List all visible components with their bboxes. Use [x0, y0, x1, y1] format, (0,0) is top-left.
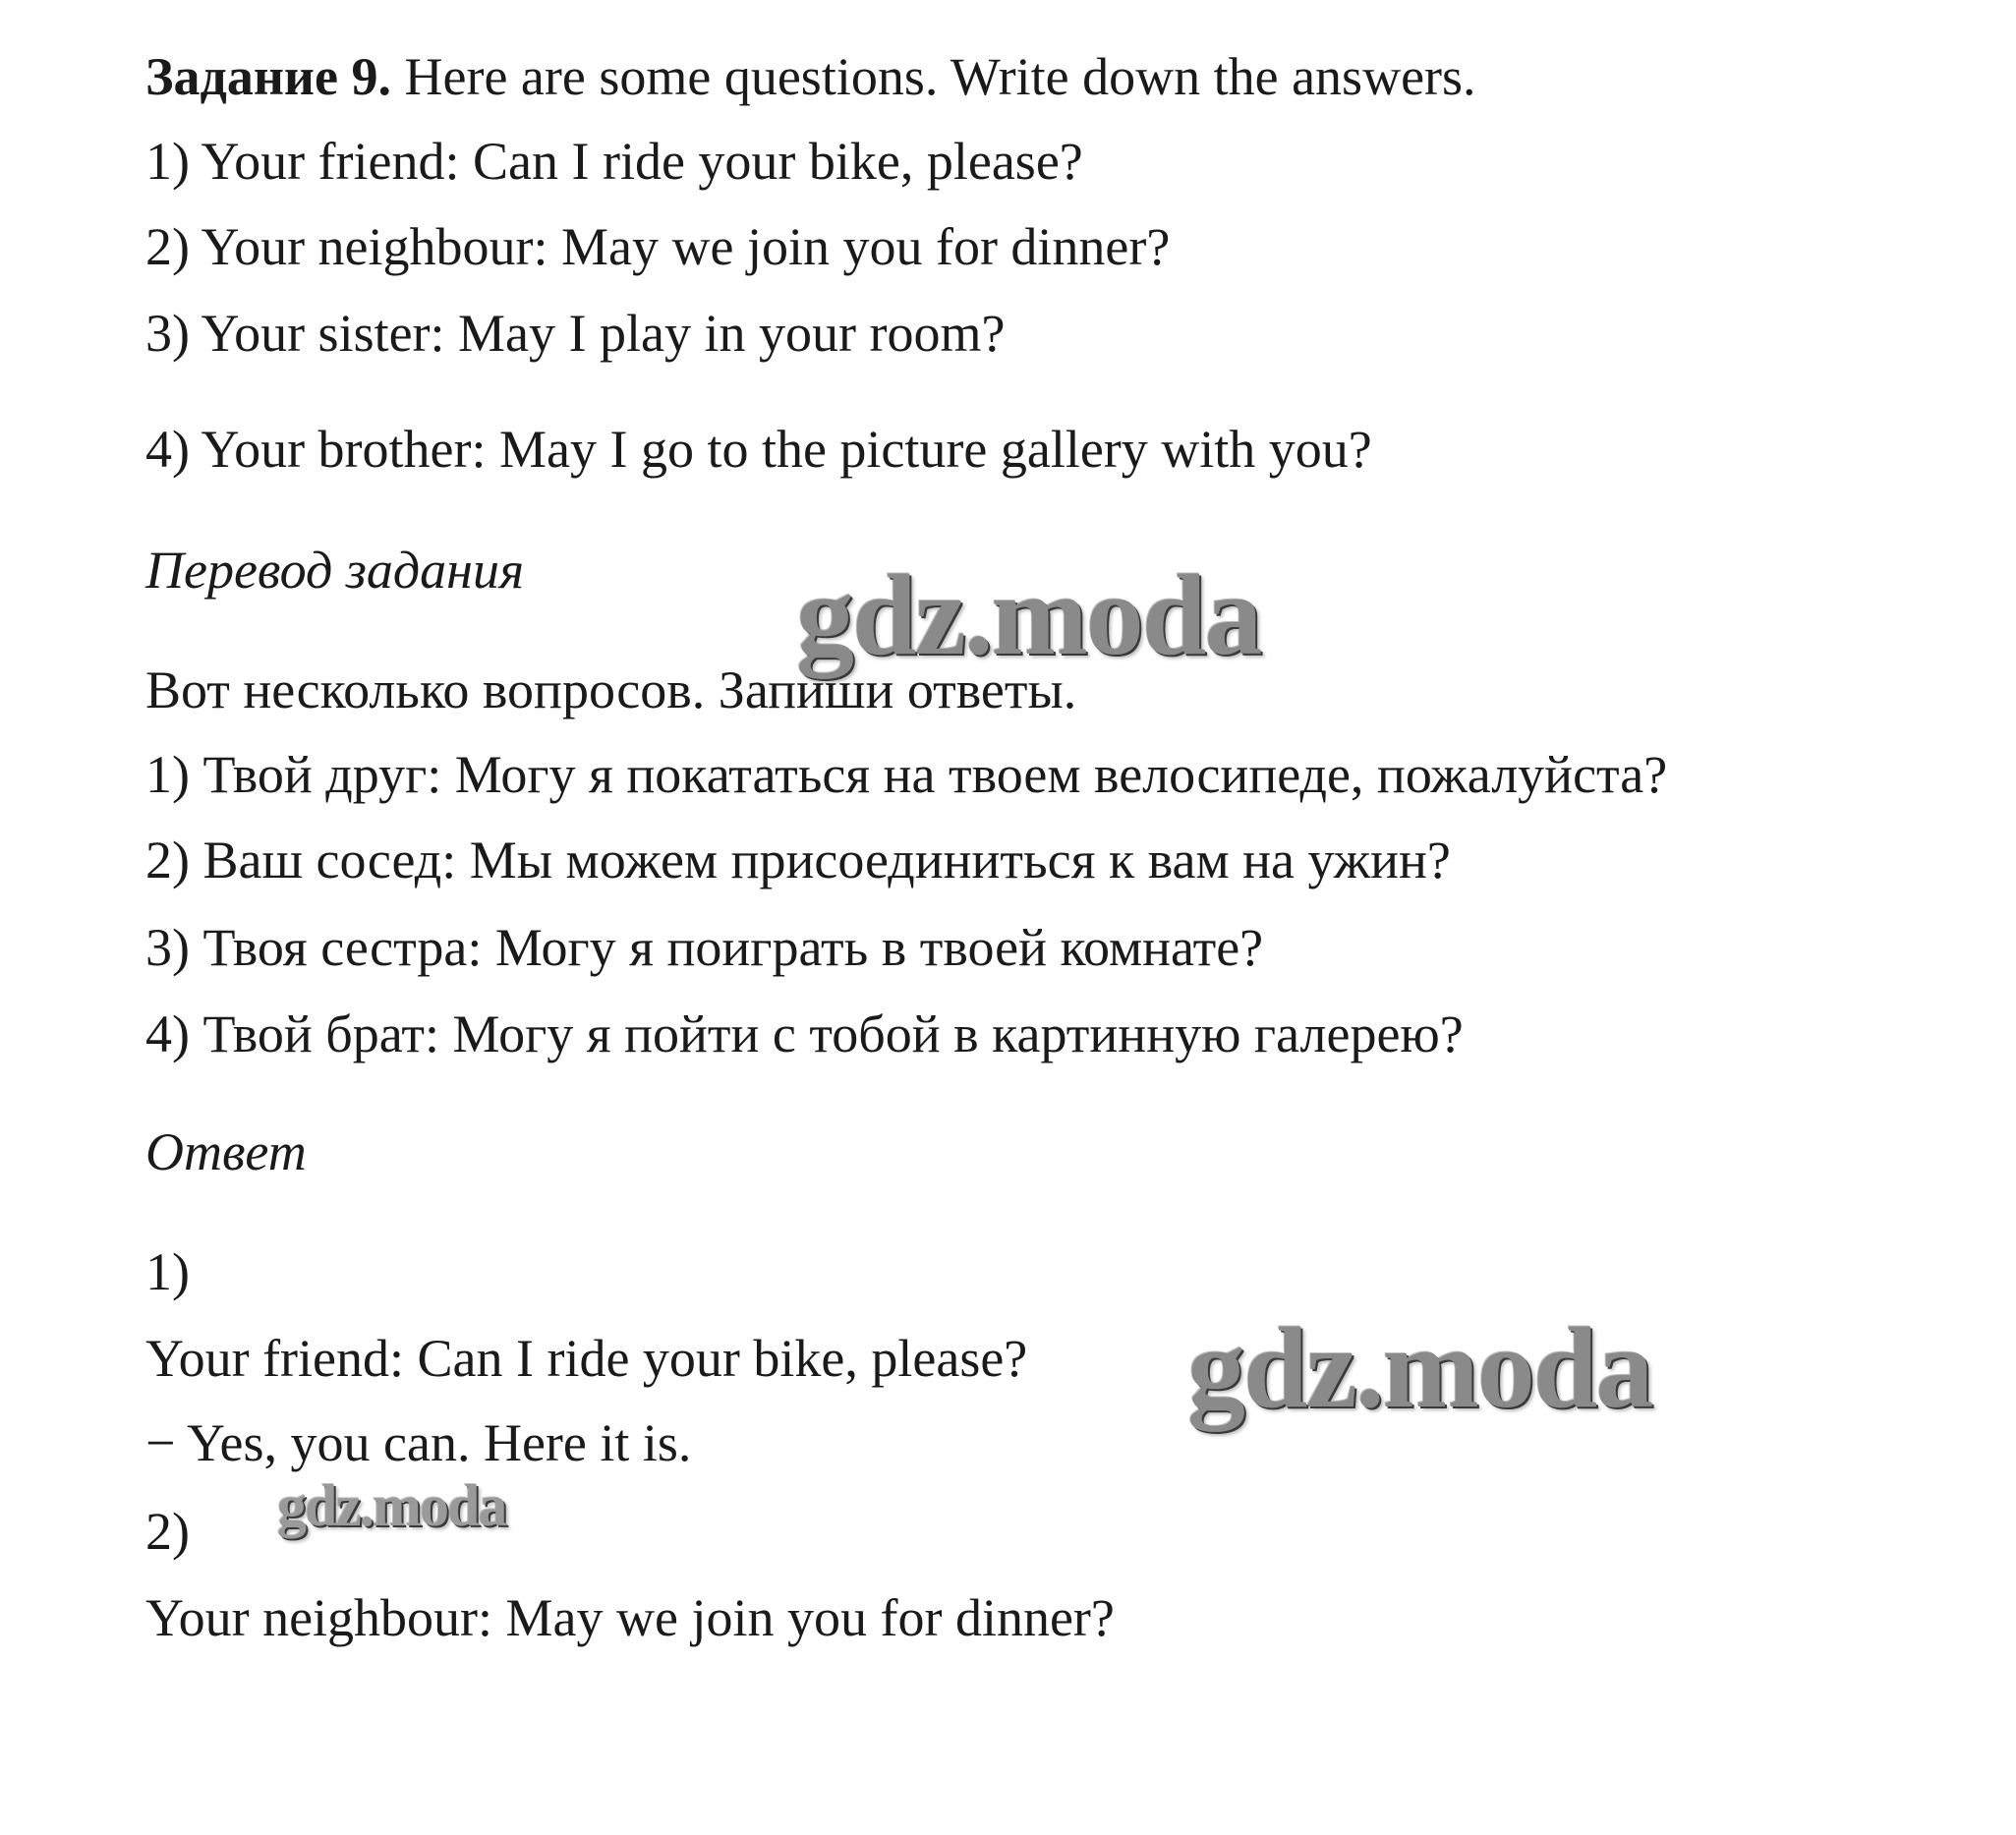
answer-question-1: Your friend: Can I ride your bike, please? — [145, 1329, 1028, 1388]
question-2: 2) Your neighbour: May we join you for dinner? — [145, 217, 1171, 276]
answer-number-2: 2) — [145, 1502, 190, 1561]
answer-question-2: Your neighbour: May we join you for dinner? — [145, 1588, 1115, 1647]
translation-item-1: 1) Твой друг: Могу я покататься на твоем велосипеде, пожалуйста? — [145, 745, 1668, 804]
watermark-logo: gdz.moda — [277, 1473, 506, 1538]
answer-number-1: 1) — [145, 1242, 190, 1301]
answer-heading: Ответ — [145, 1122, 307, 1181]
translation-item-2: 2) Ваш сосед: Мы можем присоединиться к вам на ужин? — [145, 831, 1451, 889]
watermark-logo: gdz.moda — [1187, 1303, 1652, 1432]
question-1: 1) Your friend: Can I ride your bike, please? — [145, 132, 1083, 191]
task-instruction: Here are some questions. Write down the answers. — [391, 47, 1476, 106]
translation-item-4: 4) Твой брат: Могу я пойти с тобой в картинную галерею? — [145, 1004, 1464, 1063]
answer-reply-1: − Yes, you can. Here it is. — [145, 1413, 692, 1472]
task-label: Задание 9. — [145, 47, 392, 106]
question-3: 3) Your sister: May I play in your room? — [145, 304, 1006, 363]
watermark-logo: gdz.moda — [796, 550, 1261, 679]
translation-item-3: 3) Твоя сестра: Могу я поиграть в твоей комнате? — [145, 918, 1264, 977]
question-4: 4) Your brother: May I go to the picture gallery with you? — [145, 420, 1372, 479]
translation-intro: Вот несколько вопросов. Запиши ответы. — [145, 660, 1077, 719]
translation-heading: Перевод задания — [145, 541, 525, 600]
task-heading — [145, 45, 1476, 108]
